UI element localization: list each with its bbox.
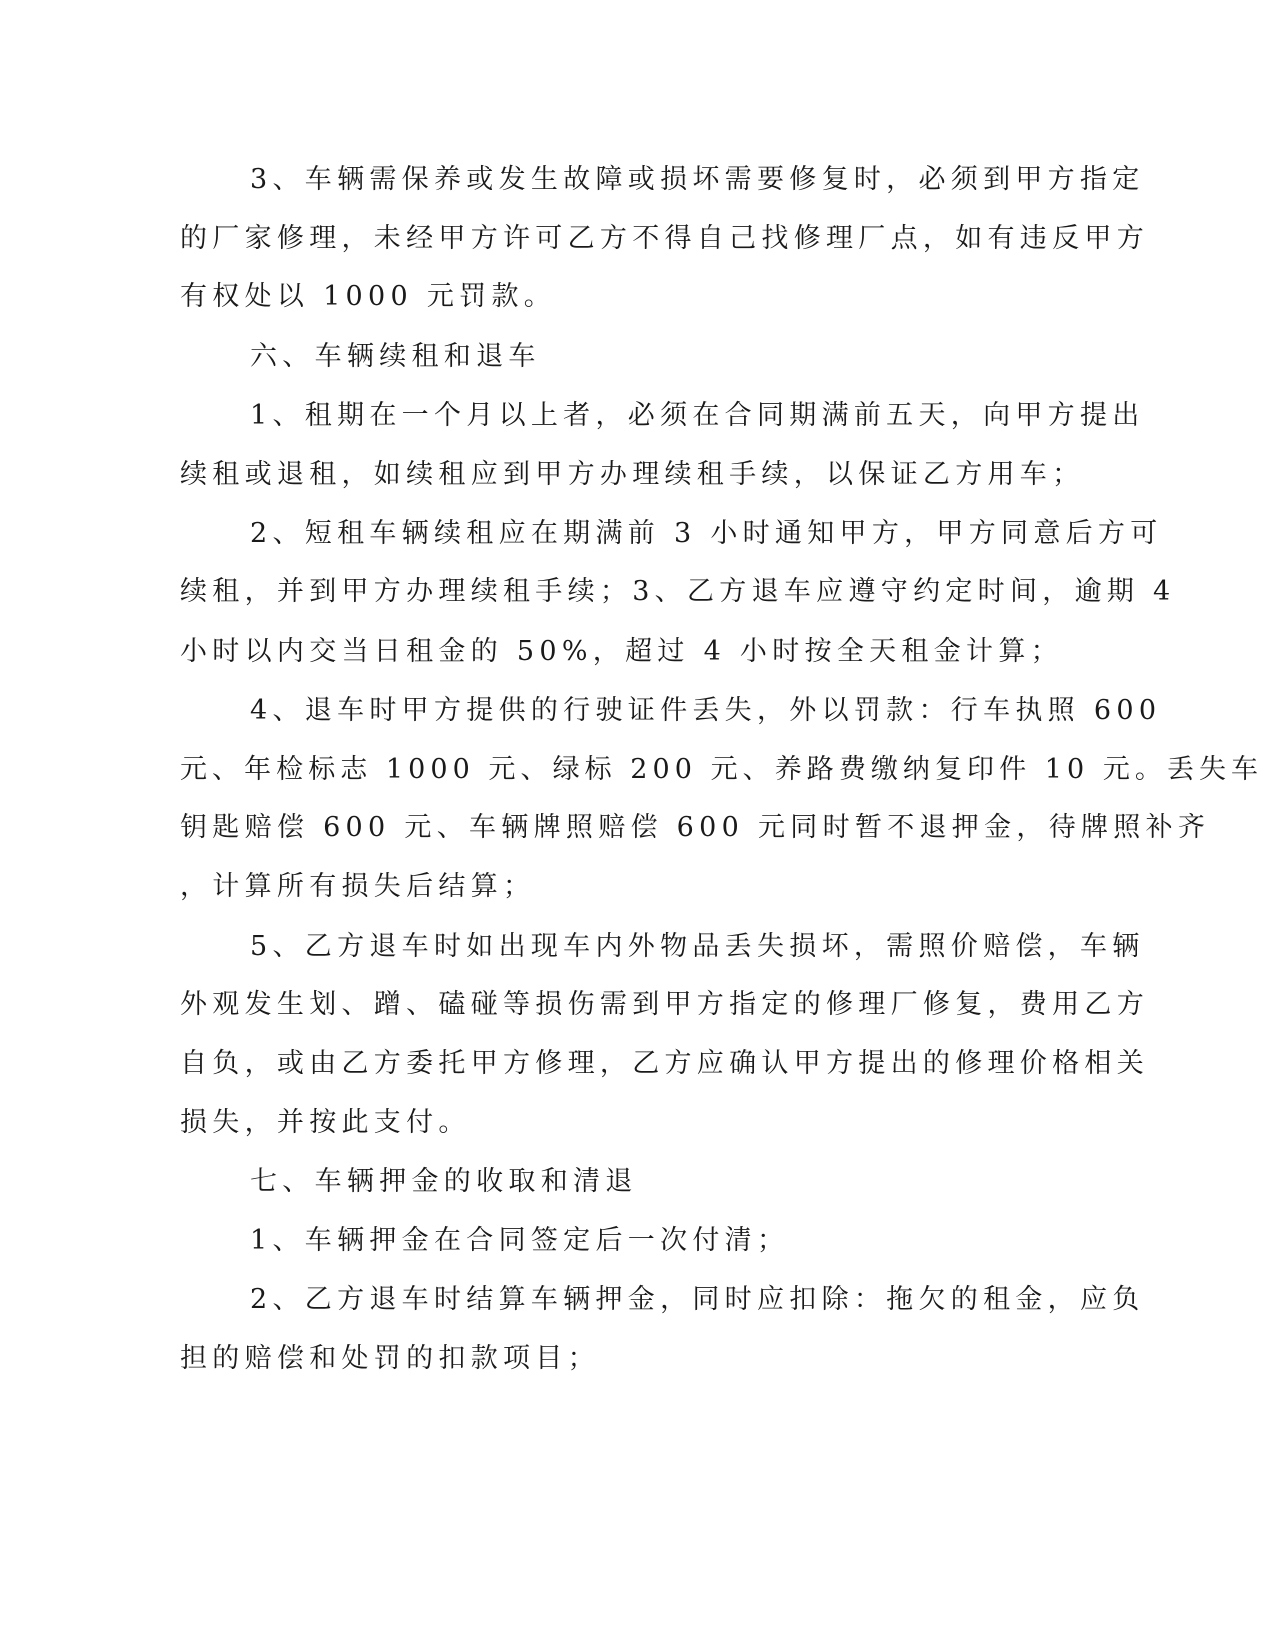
text-line: 钥匙赔偿 600 元、车辆牌照赔偿 600 元同时暂不退押金，待牌照补齐 — [180, 812, 1211, 843]
text-line: 担的赔偿和处罚的扣款项目； — [180, 1343, 600, 1374]
text-line: 2、短租车辆续租应在期满前 3 小时通知甲方，甲方同意后方可 — [250, 518, 1163, 549]
text-line: 小时以内交当日租金的 50%，超过 4 小时按全天租金计算； — [180, 636, 1063, 667]
text-line: 外观发生划、蹭、磕碰等损伤需到甲方指定的修理厂修复，费用乙方 — [180, 989, 1149, 1020]
text-line: 3、车辆需保养或发生故障或损坏需要修复时，必须到甲方指定 — [250, 164, 1145, 195]
text-line: 4、退车时甲方提供的行驶证件丢失，外以罚款：行车执照 600 — [250, 695, 1162, 726]
text-line: 的厂家修理，未经甲方许可乙方不得自己找修理厂点，如有违反甲方 — [180, 223, 1149, 254]
text-line: 续租，并到甲方办理续租手续；3、乙方退车应遵守约定时间，逾期 4 — [180, 576, 1176, 607]
text-line: 有权处以 1000 元罚款。 — [180, 281, 557, 312]
text-line: 1、租期在一个月以上者，必须在合同期满前五天，向甲方提出 — [250, 400, 1145, 431]
text-line: ，计算所有损失后结算； — [180, 871, 536, 902]
text-line: 损失，并按此支付。 — [180, 1107, 471, 1138]
section-heading: 六、车辆续租和退车 — [250, 341, 541, 372]
text-line: 2、乙方退车时结算车辆押金，同时应扣除：拖欠的租金，应负 — [250, 1284, 1145, 1315]
text-line: 1、车辆押金在合同签定后一次付清； — [250, 1225, 790, 1256]
text-line: 5、乙方退车时如出现车内外物品丢失损坏，需照价赔偿，车辆 — [250, 931, 1145, 962]
text-line: 自负，或由乙方委托甲方修理，乙方应确认甲方提出的修理价格相关 — [180, 1048, 1149, 1079]
section-heading: 七、车辆押金的收取和清退 — [250, 1166, 638, 1197]
text-line: 元、年检标志 1000 元、绿标 200 元、养路费缴纳复印件 10 元。丢失车 — [180, 754, 1264, 785]
text-line: 续租或退租，如续租应到甲方办理续租手续，以保证乙方用车； — [180, 459, 1085, 490]
